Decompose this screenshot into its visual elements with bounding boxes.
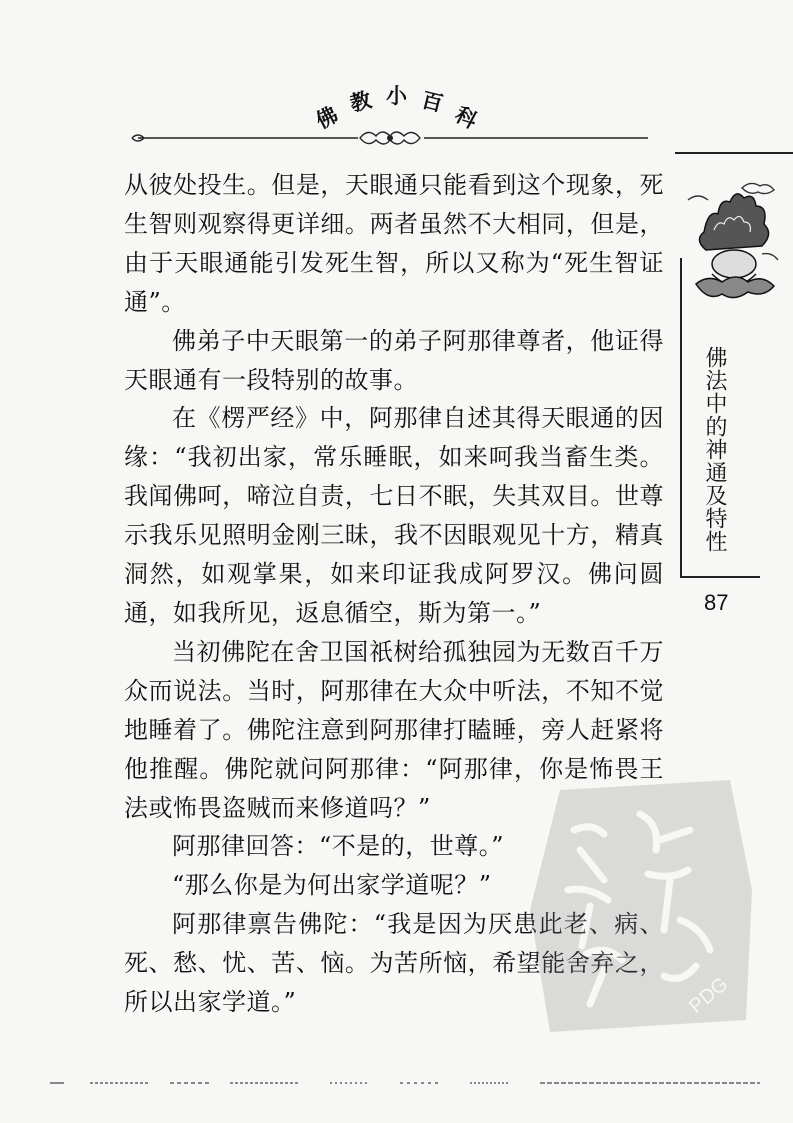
paragraph: 当初佛陀在舍卫国祇树给孤独园为无数百千万众而说法。当时，阿那律在大众中听法，不知不觉地睡着了。佛陀注意到阿那律打瞌睡，旁人赶紧将他推醒。佛陀就问阿那律：“阿那律，你是怖畏王法或怖畏盗贼而来修道吗？” [124, 637, 664, 822]
book-title-char: 教 [347, 87, 374, 117]
paragraph: 在《楞严经》中，阿那律自述其得天眼通的因缘：“我初出家，常乐睡眠，如来呵我当畜生类。我闻佛呵，啼泣自责，七日不眠，失其双目。世尊示我乐见照明金刚三昧，我不因眼观见十方，精真洞然，如观掌果，如来印证我成阿罗汉。佛问圆通，如我所见，返息循空，斯为第一。” [124, 404, 664, 627]
paragraph: 阿那律禀告佛陀：“我是因为厌患此老、病、死、愁、忧、苦、恼。为苦所恼，希望能舍弃之，所以出家学道。” [124, 910, 664, 1017]
page-number: 87 [704, 590, 729, 615]
paragraph: 阿那律回答：“不是的，世尊。” [172, 832, 505, 861]
section-title: 佛法中的神通及特性 [702, 346, 727, 553]
paragraph: 佛弟子中天眼第一的弟子阿那律尊者，他证得天眼通有一段特别的故事。 [124, 326, 664, 394]
book-title-char: 佛 [312, 102, 342, 134]
header-ornament-rule [128, 126, 654, 150]
watermark-text: PDG [685, 973, 733, 1018]
book-title-char: 百 [419, 87, 446, 117]
side-vertical-rule [680, 258, 682, 576]
paragraph: 从彼处投生。但是，天眼通只能看到这个现象，死生智则观察得更详细。两者虽然不大相同，但是，由于天眼通能引发死生智，所以又称为“死生智证通”。 [124, 171, 664, 316]
book-title-char: 科 [451, 102, 481, 134]
seal-watermark [520, 770, 760, 1040]
book-title-char: 小 [386, 84, 407, 108]
flaming-jewel-icon [682, 172, 786, 312]
side-top-rule [675, 152, 793, 154]
side-bottom-rule [680, 576, 760, 578]
paragraph: “那么你是为何出家学道呢？” [172, 871, 492, 900]
footer-scan-marks [40, 1078, 770, 1088]
